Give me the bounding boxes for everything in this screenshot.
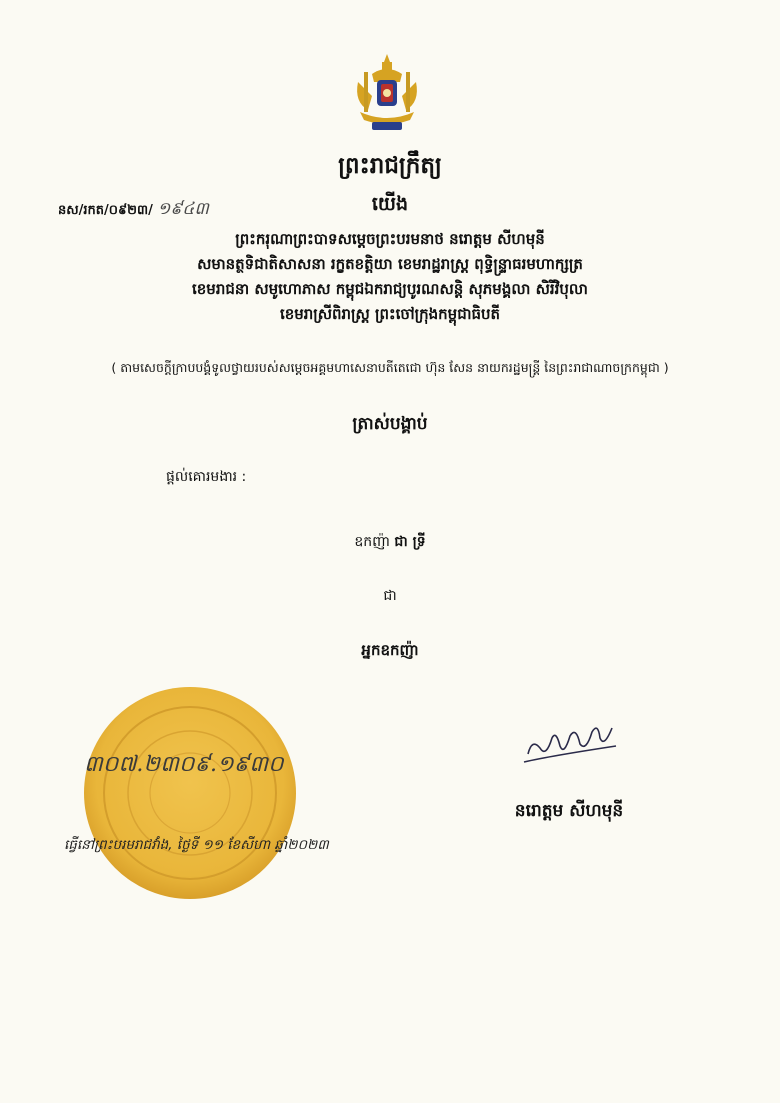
date-line: ធ្វើនៅព្រះបរមរាជវាំង, ថ្ងៃទី ១១ ខែសីហា ឆ្នាំ២០២៣ [64, 837, 329, 853]
decree-heading: ត្រាស់បង្គាប់ [352, 414, 428, 434]
recipient-name: ជា ទ្រី [394, 534, 426, 550]
subtitle: ( តាមសេចក្តីក្រាបបង្គំទូលថ្វាយរបស់សម្តេចអគ្គមហាសេនាបតីតេជោ ហ៊ុន សែន នាយករដ្ឋមន្ត្រី នៃព្រះរាជាណាចក្រកម្ពុជា ) [111, 360, 669, 375]
reference-prefix: នស/រកត/០៩២៣/ [58, 203, 153, 218]
royal-seal-icon [80, 686, 300, 900]
royal-title-line-2: សមានត្ថទិជាតិសាសនា រក្ខតខត្តិយា ខេមរាដ្ឋរាស្ត្រ ពុទ្ធិន្ទ្រាធរមហាក្សត្រ [197, 255, 583, 273]
rank-prefix: ឧកញ៉ា [354, 534, 390, 550]
seal-number: ៣០៧.២៣០៩.១៩៣០ [84, 752, 284, 777]
grant-label: ផ្តល់គោរមងារ : [166, 469, 247, 485]
signatory-name: នរោត្តម សីហមុនី [514, 801, 624, 821]
document-title: ព្រះរាជក្រឹត្យ [338, 153, 442, 179]
royal-title-line-1: ព្រះករុណាព្រះបាទសម្តេចព្រះបរមនាថ នរោត្តម សីហមុនី [235, 230, 545, 248]
we-heading: យើង [371, 193, 409, 215]
signature [520, 708, 620, 772]
royal-coat-of-arms-icon [350, 52, 424, 134]
as-word: ជា [383, 588, 397, 604]
reference-handwritten: ១៩៤៣ [157, 199, 209, 219]
rank-line [0, 532, 780, 553]
royal-title-line-4: ខេមរាស្រីពិរាស្ត្រ ព្រះចៅក្រុងកម្ពុជាធិបតី [279, 305, 501, 323]
granted-title: អ្នកឧកញ៉ា [361, 641, 419, 659]
royal-title-line-3: ខេមរាជនា សមូហោភាស កម្ពុជឯករាជ្យបូរណសន្តិ សុភមង្គលា សិរីវិបុលា [192, 280, 588, 298]
